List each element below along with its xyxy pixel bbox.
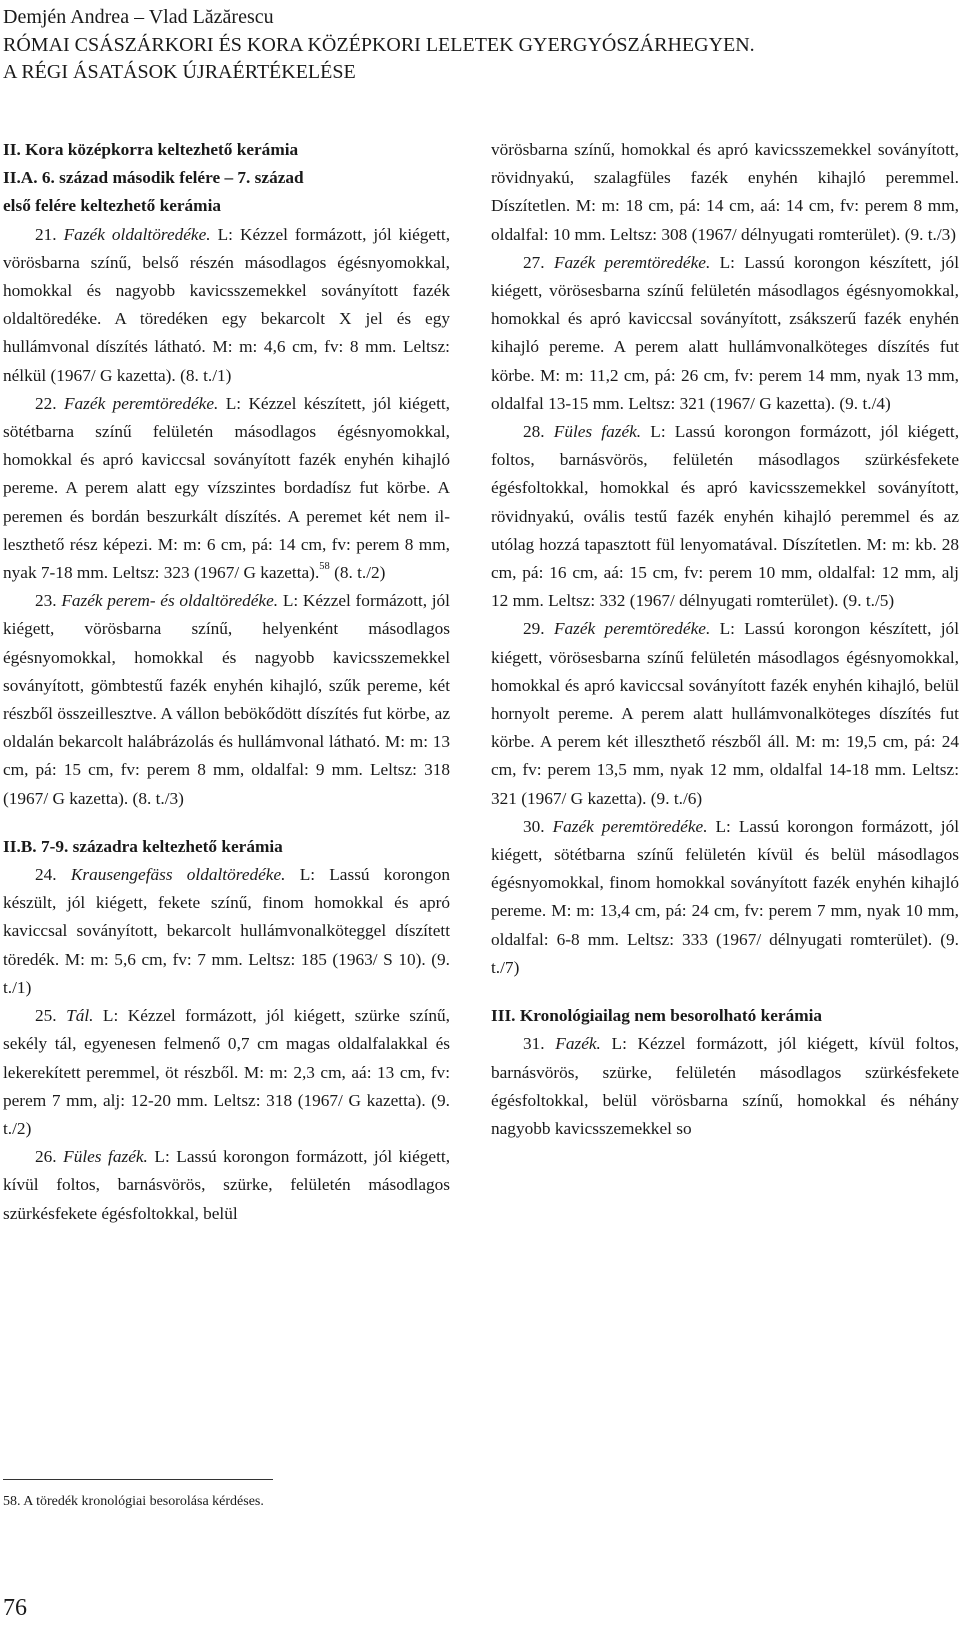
footnote-58: 58. A töredék kronológiai besorolása kérdéses. bbox=[3, 1494, 264, 1509]
catalog-entry-31 bbox=[491, 1030, 959, 1143]
entry-name: Füles fazék. bbox=[553, 422, 642, 442]
entry-number: 22. bbox=[35, 393, 57, 413]
entry-name: Fazék oldaltöredéke. bbox=[63, 224, 211, 244]
catalog-entry-29 bbox=[491, 615, 959, 812]
subsection-heading-iia-line-1: II.A. 6. század második felére – 7. század bbox=[3, 168, 304, 188]
catalog-entry-24 bbox=[3, 861, 450, 1002]
entry-number: 27. bbox=[523, 252, 545, 272]
subsection-heading-iia-line-2: első felére keltezhető kerámia bbox=[3, 196, 222, 216]
entry-name: Füles fazék. bbox=[63, 1147, 148, 1167]
entry-description: L: Kézzel formázott, jól kiégett, vörösbarna színű, helyenként másodlagos égésnyomokkal, homokkal és nagyobb kavicsszemekkel soványított, gömbtestű fazék enyhén kihajló, szűk pereme, két részből összeillesztve. A vállon bebökődött díszítés fut körbe, az oldalán bekarcolt halábrázolás és hullámvonal látható. M: m: 13 cm, pá: 15 cm, fv: perem 8 mm, oldalfal: 9 mm. Leltsz: 318 (1967/ G kazetta). (8. t./3) bbox=[3, 591, 450, 808]
entry-name: Fazék peremtöredéke. bbox=[553, 252, 711, 272]
entry-description: L: Lassú korongon készült, jól kiégett, fekete színű, finom homokkal és apró kaviccsal soványított, bekarcolt hullámvonalköteggel díszített töredék. M: m: 5,6 cm, fv: 7 mm. Leltsz: 185 (1963/ S 10). (9. t./1) bbox=[3, 865, 450, 997]
page-number: 76 bbox=[3, 1595, 27, 1621]
catalog-entry-26 bbox=[3, 1143, 450, 1228]
header-title-line-2: A RÉGI ÁSATÁSOK ÚJRAÉRTÉKELÉSE bbox=[3, 61, 356, 83]
entry-description: L: Lassú korongon formázott, jól kiégett, kívül foltos, barnásvörös, szürke, felületén másodlagos szürkésfekete égésfoltokkal, belül bbox=[3, 1147, 451, 1223]
catalog-entry-21 bbox=[3, 221, 450, 390]
entry-number: 23. bbox=[35, 591, 57, 611]
entry-number: 28. bbox=[523, 422, 545, 442]
entry-name: Fazék peremtöredéke. bbox=[552, 816, 708, 836]
section-heading-iii: III. Kronológiailag nem besorolható kerámia bbox=[491, 1006, 823, 1026]
footnote-separator bbox=[3, 1479, 273, 1480]
catalog-entry-28 bbox=[491, 418, 959, 615]
catalog-entry-22 bbox=[3, 390, 450, 587]
entry-number: 25. bbox=[35, 1006, 57, 1026]
entry-description: L: Kézzel formázott, jól kiégett, kívül foltos, barnásvörös, szürke, felületén másodlagos szürkésfekete égésfoltokkal, belül vörösbarna színű, homokkal és néhány nagyobb kavicsszemekkel so bbox=[491, 1034, 959, 1138]
right-column bbox=[491, 136, 959, 1143]
entry-name: Fazék peremtöredéke. bbox=[553, 619, 711, 639]
entry-description: L: Lassú korongon formázott, jól kiégett, sötétbarna színű felületén kívül és belül másodlagos égésnyomokkal, finom homokkal soványított fazék enyhén kihajló pereme. M: m: 13,4 cm, pá: 24 cm, fv: perem 7 mm, nyak 10 mm, oldalfal: 6-8 mm. Leltsz: 333 (1967/ délnyugati romterület). (9. t./7) bbox=[491, 816, 960, 977]
catalog-entry-26-continued: vörösbarna színű, homokkal és apró kavicsszemekkel soványított, rövidnyakú, szalagfüles fazék enyhén kihajló peremmel. Díszítetlen. M: m: 18 cm, pá: 14 cm, aá: 14 cm, fv: perem 8 mm, oldalfal: 10 mm. Leltsz: 308 (1967/ délnyugati romterület). (9. t./3) bbox=[491, 140, 959, 244]
entry-number: 21. bbox=[35, 224, 57, 244]
catalog-entry-27 bbox=[491, 249, 959, 418]
entry-number: 31. bbox=[523, 1034, 545, 1054]
entry-number: 30. bbox=[523, 816, 545, 836]
entry-number: 24. bbox=[35, 865, 57, 885]
entry-plate-ref: (8. t./2) bbox=[329, 563, 386, 583]
entry-name: Fazék peremtöredéke. bbox=[63, 393, 219, 413]
entry-description: L: Kézzel készített, jól kiégett, sötétbarna színű felületén másodlagos égésnyomokkal, homokkal és apró kaviccsal soványított fazék enyhén kihajló pereme. A perem alatt egy vízszintes bordadísz fut körbe. A peremen és bordán beszurkált díszítés. A peremet két nem illeszthető rész képezi. M: m: 6 cm, pá: 14 cm, fv: perem 8 mm, nyak 7-18 mm. Leltsz: 323 (1967/ G kazetta). bbox=[3, 393, 451, 583]
header-title-line-1: RÓMAI CSÁSZÁRKORI ÉS KORA KÖZÉPKORI LELETEK GYERGYÓSZÁRHEGYEN. bbox=[3, 33, 755, 56]
header-authors: Demjén Andrea – Vlad Lăzărescu bbox=[3, 6, 274, 28]
running-header bbox=[3, 4, 883, 87]
entry-name: Fazék. bbox=[555, 1034, 601, 1054]
entry-number: 29. bbox=[523, 619, 545, 639]
left-column bbox=[3, 136, 450, 1228]
entry-number: 26. bbox=[35, 1147, 57, 1167]
catalog-entry-23 bbox=[3, 587, 450, 813]
entry-description: L: Kézzel formázott, jól kiégett, vörösbarna színű, belső részén másodlagos égésnyomokkal, homokkal és nagyobb kavicsszemekkel soványított fazék oldaltöredéke. A töredéken egy bekarcolt X jel és egy hullámvonal díszítés látható. M: m: 4,6 cm, fv: 8 mm. Leltsz: nélkül (1967/ G kazetta). (8. t./1) bbox=[3, 224, 451, 385]
catalog-entry-30 bbox=[491, 813, 959, 982]
entry-description: L: Lassú korongon formázott, jól kiégett, foltos, barnásvörös, felületén másodlagos szürkésfekete égésfoltokkal, homokkal és apró kavicsszemekkel soványított, rövidnyakú, ovális testű fazék enyhén kihajló peremmel és az utólag hozzá tapasztott fül lenyomatával. Díszítetlen. M: m: kb. 28 cm, pá: 16 cm, aá: 15 cm, fv: perem 10 mm, oldalfal: 12 mm, alj 12 mm. Leltsz: 332 (1967/ délnyugati romterület). (9. t./5) bbox=[491, 422, 960, 611]
footnote-reference[interactable]: 58 bbox=[319, 561, 330, 573]
entry-description: L: Kézzel formázott, jól kiégett, szürke színű, sekély tál, egyenesen felmenő 0,7 cm magas oldalfalakkal és lekerekített peremmel, öt részből. M: m: 2,3 cm, aá: 13 cm, fv: perem 7 mm, alj: 12-20 mm. Leltsz: 318 (1967/ G kazetta). (9. t./2) bbox=[3, 1006, 450, 1138]
entry-name: Krausengefäss oldaltöredéke. bbox=[70, 865, 286, 885]
entry-name: Tál. bbox=[66, 1006, 94, 1026]
section-heading-ii: II. Kora középkorra keltezhető kerámia bbox=[3, 140, 299, 159]
entry-description: L: Lassú korongon készített, jól kiégett, vörösesbarna színű felületén másodlagos égésnyomokkal, homokkal és apró kaviccsal soványított, zsákszerű fazék enyhén kihajló pereme. A perem alatt hullámvonalköteges díszítés fut körbe. M: m: 11,2 cm, pá: 26 cm, fv: perem 14 mm, nyak 13 mm, oldalfal 13-15 mm. Leltsz: 321 (1967/ G kazetta). (9. t./4) bbox=[491, 252, 960, 413]
subsection-heading-iib: II.B. 7-9. századra keltezhető kerámia bbox=[3, 836, 283, 856]
entry-name: Fazék perem- és oldaltöredéke. bbox=[61, 591, 279, 611]
catalog-entry-25 bbox=[3, 1002, 450, 1143]
entry-description: L: Lassú korongon készített, jól kiégett, vörösesbarna színű felületén másodlagos égésnyomokkal, homokkal és apró kaviccsal soványított fazék enyhén kihajló, belül hornyolt pereme. A perem alatt hullámvonalköteges díszítés fut körbe. A perem két illeszthető részből áll. M: m: 19,5 cm, pá: 24 cm, fv: perem 13,5 mm, nyak 12 mm, oldalfal 14-18 mm. Leltsz: 321 (1967/ G kazetta). (9. t./6) bbox=[491, 619, 960, 808]
